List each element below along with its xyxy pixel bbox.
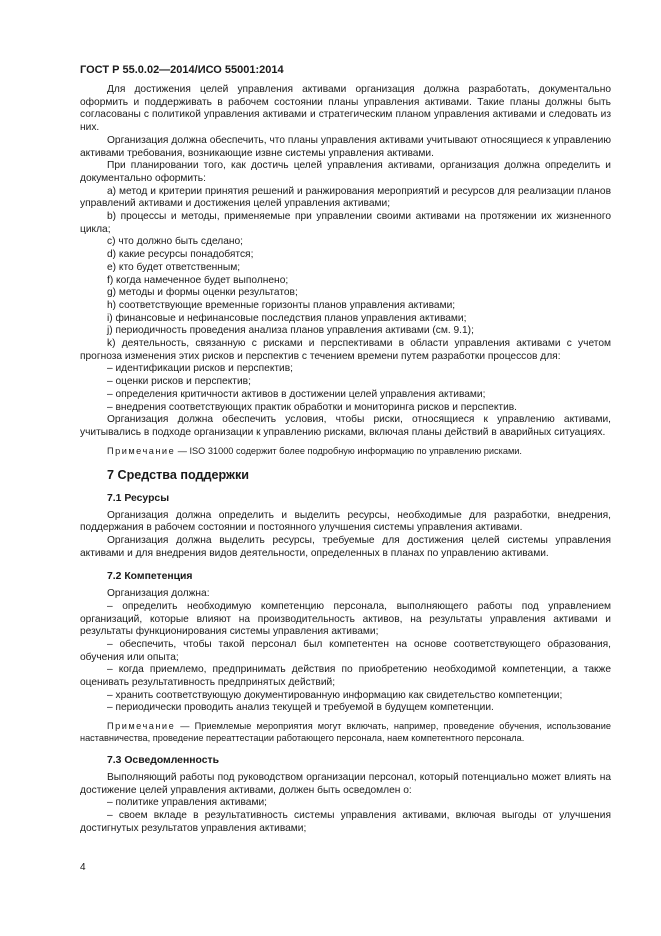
dash-item: – определения критичности активов в достижении целей управления активами; [107, 388, 486, 400]
note-text: — ISO 31000 содержит более подробную информацию по управлению рисками. [175, 445, 522, 456]
list-item: d) какие ресурсы понадобятся; [107, 249, 254, 261]
list-item: a) метод и критерии принятия решений и ранжирования мероприятий и ресурсов для реализации планов управлений активами и достижения целей управления активами; [80, 185, 611, 210]
dash-item: – периодически проводить анализ текущей и требуемой в будущем компетенции. [107, 702, 494, 714]
note-risks [80, 446, 611, 458]
paragraph: Выполняющий работы под руководством организации персонал, который потенциально может влиять на достижение целей управления активами, должен быть осведомлен о: [80, 771, 611, 796]
note-label: Примечание [107, 445, 176, 456]
list-item: k) деятельность, связанную с рисками и перспективами в области управления активами с учетом прогноза изменения этих рисков и перспектив с течением времени путем разработки процессов для: [80, 338, 611, 362]
list-item: e) кто будет ответственным; [107, 261, 241, 273]
dash-item: – своем вкладе в результативность системы управления активами, включая выгоды от улучшения достигнутых результатов управления активами; [80, 809, 611, 834]
paragraph: При планировании того, как достичь целей управления активами, организация должна определить и документально оформить: [80, 160, 611, 184]
paragraph: Организация должна определить и выделить ресурсы, необходимые для разработки, внедрения, поддержания в рабочем состоянии и постоянного улучшения системы управления активами. [80, 509, 611, 534]
note-text: — Приемлемые мероприятия могут включать, например, проведение обучения, использование наставничества, проведение переаттестации работающего персонала, наем компетентного персонала. [80, 721, 611, 743]
note-label: Примечание [107, 721, 176, 732]
note-competence [80, 721, 611, 744]
list-item: f) когда намеченное будет выполнено; [107, 274, 289, 286]
dash-item: – когда приемлемо, предпринимать действия по приобретению необходимой компетенции, а также оценивать результативность предпринятых действий; [80, 664, 611, 689]
standard-header: ГОСТ Р 55.0.02—2014/ИСО 55001:2014 [80, 64, 284, 76]
list-item: b) процессы и методы, применяемые при управлении своими активами на протяжении их жизненного цикла; [80, 211, 611, 235]
paragraph: Для достижения целей управления активами организация должна разработать, документально оформить и поддерживать в рабочем состоянии планы управления активами. Такие планы должны быть согласованы с политикой управления активами и стратегическим планом управления активами и следовать из них. [80, 84, 611, 134]
paragraph: Организация должна: [107, 588, 210, 600]
dash-item: – внедрения соответствующих практик обработки и мониторинга рисков и перспектив. [107, 401, 518, 413]
list-item: g) методы и формы оценки результатов; [107, 287, 298, 299]
section-heading-7: 7 Средства поддержки [107, 468, 249, 483]
paragraph: Организация должна выделить ресурсы, требуемые для достижения целей системы управления активами и для внедрения видов деятельности, определенных в планах по управлению активами. [80, 535, 611, 559]
page-body [80, 84, 611, 835]
dash-item: – политике управления активами; [107, 797, 267, 809]
list-item: c) что должно быть сделано; [107, 236, 243, 248]
paragraph: Организация должна обеспечить, что планы управления активами учитывают относящиеся к управлению активами требования, возникающие извне системы управления активами. [80, 134, 611, 159]
paragraph: Организация должна обеспечить условия, чтобы риски, относящиеся к управлению активами, учитывались в подходе организации к управлению рисками, включая планы действий в аварийных ситуациях. [80, 414, 611, 438]
dash-item: – хранить соответствующую документированную информацию как свидетельство компетенции; [107, 689, 563, 701]
list-item: h) соответствующие временные горизонты планов управления активами; [107, 299, 456, 311]
page-number: 4 [80, 862, 86, 873]
dash-item: – оценки рисков и перспектив; [107, 376, 251, 388]
subsection-heading-7-3: 7.3 Осведомленность [107, 755, 219, 767]
dash-item: – обеспечить, чтобы такой персонал был компетентен на основе соответствующего образования, обучения или опыта; [80, 638, 611, 663]
list-item: j) периодичность проведения анализа планов управления активами (см. 9.1); [107, 325, 474, 337]
list-item: i) финансовые и нефинансовые последствия планов управления активами; [107, 312, 467, 324]
subsection-heading-7-2: 7.2 Компетенция [107, 571, 193, 583]
subsection-heading-7-1: 7.1 Ресурсы [107, 492, 170, 504]
dash-item: – идентификации рисков и перспектив; [107, 363, 293, 375]
dash-item: – определить необходимую компетенцию персонала, выполняющего работы под управлением организаций, которые влияют на производительность активов, на результаты управления активами и результаты функционирования системы управления активами; [80, 600, 611, 638]
